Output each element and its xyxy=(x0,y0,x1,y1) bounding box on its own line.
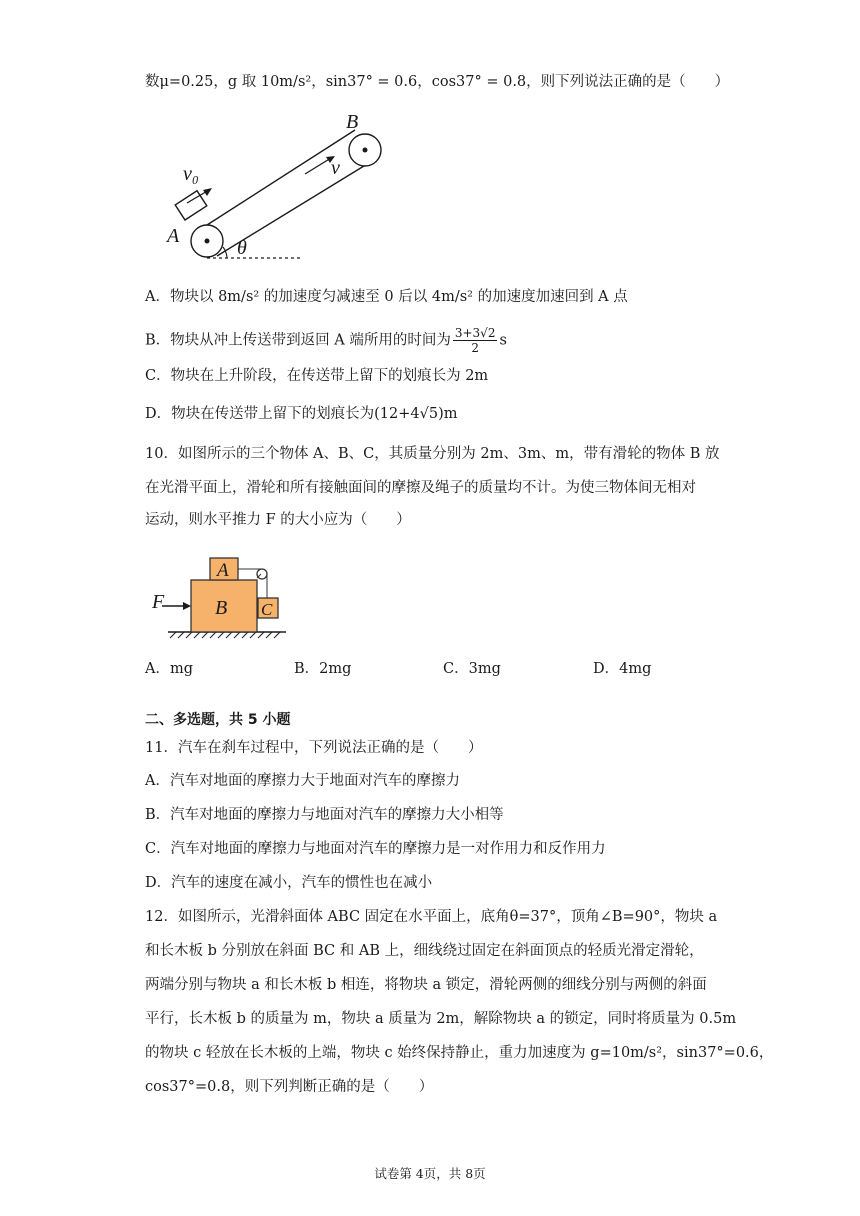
q11-stem: 11．汽车在刹车过程中，下列说法正确的是（ ） xyxy=(145,740,483,756)
q10-stem-line-2: 在光滑平面上，滑轮和所有接触面间的摩擦及绳子的质量均不计。为使三物体间无相对 xyxy=(145,480,696,496)
q12-stem-line-4: 平行，长木板 b 的质量为 m，物块 a 质量为 2m，解除物块 a 的锁定，同时将质量为 0.5m xyxy=(145,1011,737,1027)
q11-option-c: C．汽车对地面的摩擦力与地面对汽车的摩擦力是一对作用力和反作用力 xyxy=(145,841,606,857)
q12-stem-line-1: 12．如图所示，光滑斜面体 ABC 固定在水平面上，底角θ=37°，顶角∠B=90°，物块 a xyxy=(145,909,718,925)
q10-label-c: C xyxy=(261,600,273,619)
q9-stem-tail: 数μ=0.25，g 取 10m/s²，sin37° = 0.6，cos37° = 0.8，则下列说法正确的是（ ） xyxy=(145,74,730,90)
q10-stem-line-3: 运动，则水平推力 F 的大小应为（ ） xyxy=(145,512,411,528)
q9-label-v0: v₀ xyxy=(183,163,199,185)
q11-option-a: A．汽车对地面的摩擦力大于地面对汽车的摩擦力 xyxy=(145,773,460,789)
q11-option-d: D．汽车的速度在减小，汽车的惯性也在减小 xyxy=(145,875,433,891)
q10-label-b: B xyxy=(215,597,228,619)
section-title: 二、多选题，共 5 小题 xyxy=(145,712,291,728)
q9-option-b-prefix: B．物块从冲上传送带到返回 A 端所用的时间为 xyxy=(145,332,451,349)
q10-stem-line-1: 10．如图所示的三个物体 A、B、C，其质量分别为 2m、3m、m，带有滑轮的物体 B 放 xyxy=(145,446,720,462)
q10-option-d: D．4mg xyxy=(593,661,652,677)
q9-label-v: v xyxy=(331,157,340,179)
q10-blocks-figure xyxy=(148,552,293,642)
q9-option-b-fraction xyxy=(453,326,498,355)
block xyxy=(175,191,207,220)
q12-stem-line-3: 两端分别与物块 a 和长木板 b 相连，将物块 a 锁定，滑轮两侧的细线分别与两侧的斜面 xyxy=(145,977,707,993)
q12-stem-line-2: 和长木板 b 分别放在斜面 BC 和 AB 上，细线绕过固定在斜面顶点的轻质光滑定滑轮， xyxy=(145,943,704,959)
q10-label-f: F xyxy=(152,591,165,613)
q9-option-c: C．物块在上升阶段，在传送带上留下的划痕长为 2m xyxy=(145,368,489,384)
q9-option-a: A．物块以 8m/s² 的加速度匀减速至 0 后以 4m/s² 的加速度加速回到 A 点 xyxy=(145,289,628,305)
q10-option-a: A．mg xyxy=(145,661,194,677)
fraction-numerator: 3+3√2 xyxy=(454,326,496,340)
q9-option-d: D．物块在传送带上留下的划痕长为(12+4√5)m xyxy=(145,406,458,422)
q9-label-theta: θ xyxy=(237,237,247,259)
q11-option-b: B．汽车对地面的摩擦力与地面对汽车的摩擦力大小相等 xyxy=(145,807,504,823)
q10-option-b: B．2mg xyxy=(294,661,352,677)
q12-stem-line-5: 的物块 c 轻放在长木板的上端，物块 c 始终保持静止，重力加速度为 g=10m/s²，sin37°=0.6， xyxy=(145,1045,774,1061)
page-footer: 试卷第 4页，共 8页 xyxy=(374,1166,486,1181)
q10-label-a: A xyxy=(217,560,229,581)
q10-option-c: C．3mg xyxy=(443,661,501,677)
q9-option-b xyxy=(145,326,507,355)
q9-conveyor-figure xyxy=(165,108,395,268)
q9-label-b: B xyxy=(346,111,359,133)
fraction-denominator: 2 xyxy=(471,341,479,355)
q9-option-b-suffix: s xyxy=(499,332,507,349)
q12-stem-line-6: cos37°=0.8，则下列判断正确的是（ ） xyxy=(145,1079,434,1095)
pulley xyxy=(257,569,267,579)
q9-label-a: A xyxy=(167,225,180,247)
